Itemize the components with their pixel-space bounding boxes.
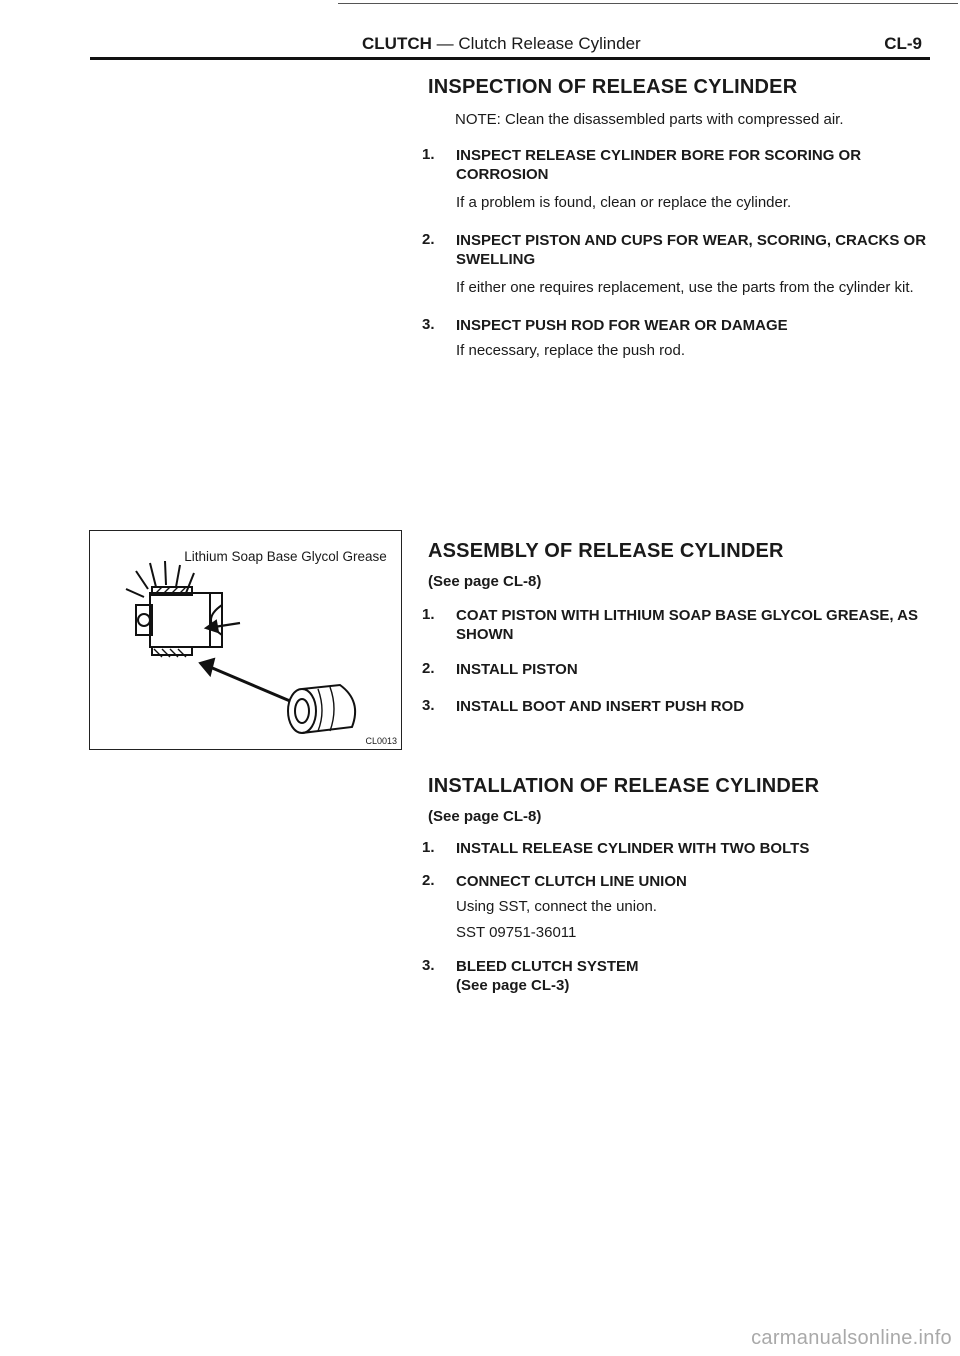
step-number: 2. [422, 660, 435, 677]
header-chapter: CLUTCH [362, 34, 432, 53]
step-number: 2. [422, 872, 435, 889]
watermark-text: carmanualsonline.info [751, 1327, 952, 1349]
step-number: 3. [422, 316, 435, 333]
figure-code: CL0013 [365, 736, 397, 746]
top-edge-rule [338, 3, 958, 4]
step-body: If necessary, replace the push rod. [456, 342, 686, 359]
figure-caption: Lithium Soap Base Glycol Grease [184, 549, 387, 564]
header-subject: Clutch Release Cylinder [458, 34, 641, 53]
step-heading: INSPECT PISTON AND CUPS FOR WEAR, SCORING, CRACKS OR SWELLING [456, 232, 927, 268]
page-header [90, 34, 930, 58]
assembly-ref: (See page CL-8) [428, 573, 542, 590]
piston-illustration [90, 531, 403, 751]
header-title [362, 34, 641, 54]
step-heading-ref: (See page CL-3) [456, 977, 570, 994]
inspection-step-3 [422, 316, 928, 361]
step-number: 3. [422, 957, 435, 974]
assembly-step-3 [422, 697, 928, 716]
inspection-step-2 [422, 231, 928, 298]
inspection-section [422, 76, 928, 361]
installation-step-2 [422, 872, 928, 943]
assembly-step-1 [422, 606, 928, 644]
step-heading: INSTALL PISTON [456, 661, 578, 678]
assembly-step-2 [422, 660, 928, 679]
installation-ref: (See page CL-8) [428, 808, 542, 825]
step-heading: CONNECT CLUTCH LINE UNION [456, 873, 687, 890]
assembly-title: ASSEMBLY OF RELEASE CYLINDER [428, 540, 784, 562]
step-heading: INSPECT PUSH ROD FOR WEAR OR DAMAGE [456, 317, 788, 334]
inspection-note: NOTE: Clean the disassembled parts with compressed air. [455, 111, 844, 128]
step-number: 1. [422, 606, 435, 623]
step-heading: COAT PISTON WITH LITHIUM SOAP BASE GLYCOL GREASE, AS SHOWN [456, 607, 918, 643]
step-heading: INSTALL BOOT AND INSERT PUSH ROD [456, 698, 745, 715]
step-number: 3. [422, 697, 435, 714]
grease-diagram [89, 530, 402, 750]
inspection-step-1 [422, 146, 928, 213]
step-number: 1. [422, 146, 435, 163]
step-sst: SST 09751-36011 [456, 924, 577, 941]
step-body: If either one requires replacement, use the parts from the cylinder kit. [456, 279, 914, 296]
assembly-section [422, 540, 928, 716]
step-heading: BLEED CLUTCH SYSTEM [456, 958, 639, 975]
installation-step-3 [422, 957, 928, 995]
step-body: Using SST, connect the union. [456, 898, 657, 915]
installation-section [422, 775, 928, 995]
header-rule [90, 57, 930, 60]
step-number: 1. [422, 839, 435, 856]
step-body: If a problem is found, clean or replace the cylinder. [456, 194, 792, 211]
installation-step-1 [422, 839, 928, 858]
header-dash: — [431, 34, 459, 53]
step-number: 2. [422, 231, 435, 248]
step-heading: INSTALL RELEASE CYLINDER WITH TWO BOLTS [456, 840, 810, 857]
step-heading: INSPECT RELEASE CYLINDER BORE FOR SCORING OR CORROSION [456, 147, 862, 183]
page-number: CL-9 [884, 34, 922, 53]
inspection-title: INSPECTION OF RELEASE CYLINDER [428, 76, 798, 98]
installation-title: INSTALLATION OF RELEASE CYLINDER [428, 775, 820, 797]
